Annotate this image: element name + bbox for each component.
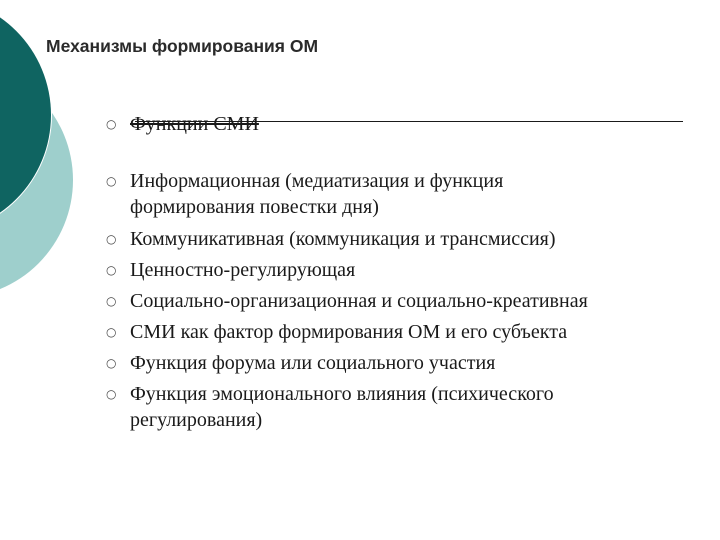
list-heading: Функции СМИ (130, 113, 259, 135)
hollow-circle-icon: ○ (106, 117, 117, 131)
hollow-circle-icon: ○ (106, 232, 117, 246)
list-item: Социально-организационная и социально-креативная (130, 290, 588, 312)
hollow-circle-icon: ○ (106, 294, 117, 308)
hollow-circle-icon: ○ (106, 356, 117, 370)
hollow-circle-icon: ○ (106, 263, 117, 277)
hollow-circle-icon: ○ (106, 174, 117, 188)
list-item: Функция эмоционального влияния (психического регулирования) (130, 383, 554, 431)
list-item: СМИ как фактор формирования ОМ и его субъекта (130, 321, 568, 343)
hollow-circle-icon: ○ (106, 387, 117, 401)
list-item: Коммуникативная (коммуникация и трансмиссия) (130, 228, 556, 250)
list-item: Функция форума или социального участия (130, 352, 496, 374)
hollow-circle-icon: ○ (106, 325, 117, 339)
slide-title: Механизмы формирования ОМ (46, 36, 319, 56)
list-item: Ценностно-регулирующая (130, 259, 356, 281)
list-item: Информационная (медиатизация и функция формирования повестки дня) (130, 170, 504, 218)
